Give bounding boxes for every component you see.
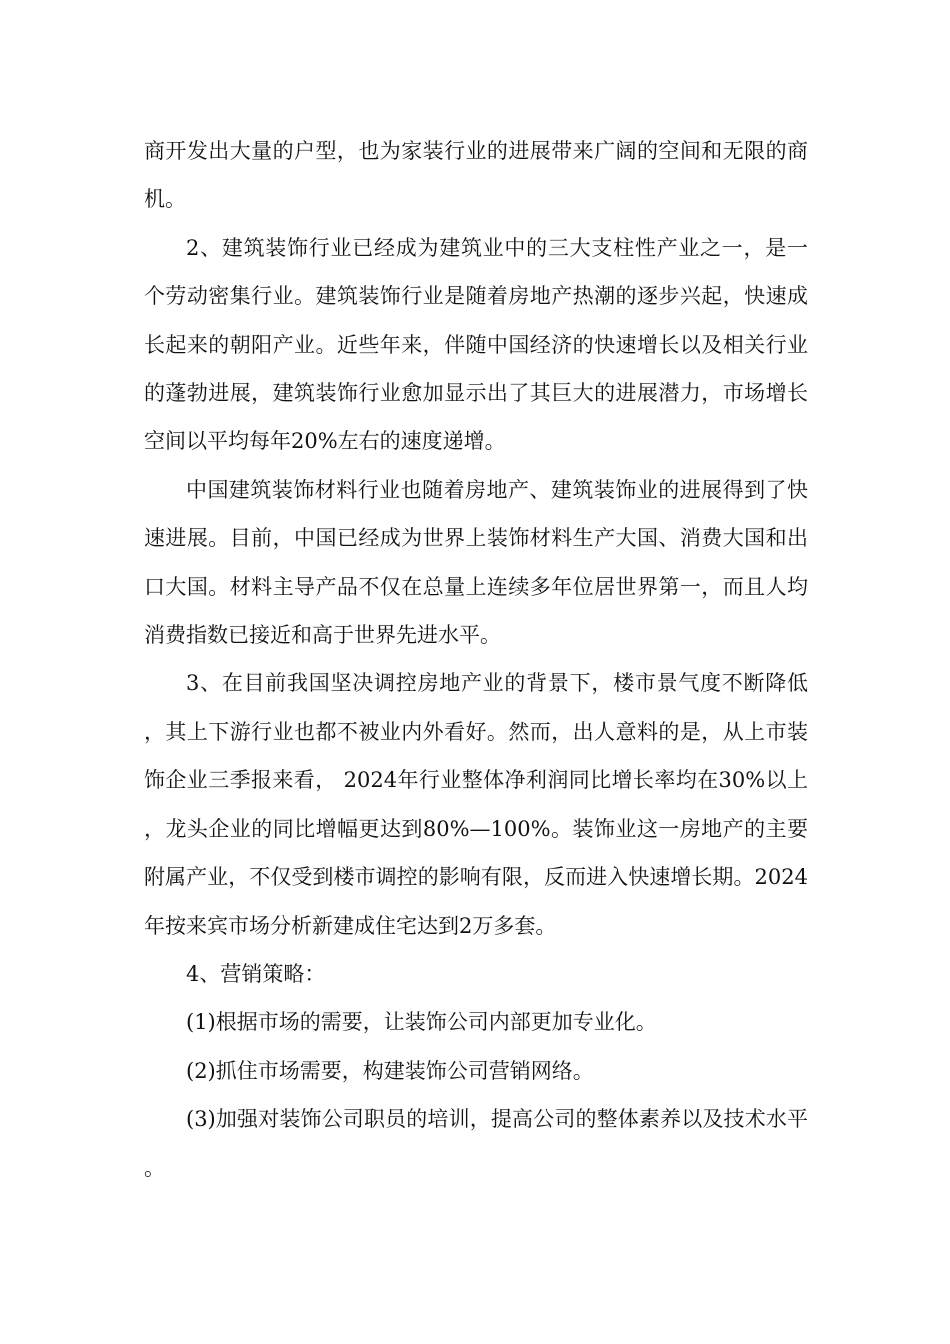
paragraph-6: (1)根据市场的需要，让装饰公司内部更加专业化。	[186, 1010, 657, 1035]
paragraph-4: 3、在目前我国坚决调控房地产业的背景下，楼市景气度不断降低，其上下游行业也都不被业内外看好。然而，出人意料的是，从上市装饰企业三季报来看， 2024年行业整体净利润同比增长率均在30%以上，龙头企业的同比增幅更达到80%—100%。装饰业这一房地产的主要附属产业，不仅受到楼市调控的影响有限，反而进入快速增长期。2024年按来宾市场分析新建成住宅达到2万多套。	[144, 671, 808, 938]
paragraph-2: 2、建筑装饰行业已经成为建筑业中的三大支柱性产业之一，是一个劳动密集行业。建筑装饰行业是随着房地产热潮的逐步兴起，快速成长起来的朝阳产业。近些年来，伴随中国经济的快速增长以及相关行业的蓬勃进展，建筑装饰行业愈加显示出了其巨大的进展潜力，市场增长空间以平均每年20%左右的速度递增。	[144, 235, 808, 454]
paragraph-7: (2)抓住市场需要，构建装饰公司营销网络。	[186, 1058, 594, 1083]
paragraph-5: 4、营销策略：	[186, 961, 326, 986]
paragraph-8: (3)加强对装饰公司职员的培训，提高公司的整体素养以及技术水平。	[144, 1107, 808, 1180]
paragraph-1: 商开发出大量的户型，也为家装行业的进展带来广阔的空间和无限的商机。	[144, 139, 808, 212]
paragraph-3: 中国建筑装饰材料行业也随着房地产、建筑装饰业的进展得到了快速进展。目前，中国已经成为世界上装饰材料生产大国、消费大国和出口大国。材料主导产品不仅在总量上连续多年位居世界第一，而且人均消费指数已接近和高于世界先进水平。	[144, 477, 808, 648]
document-body	[144, 127, 808, 1192]
